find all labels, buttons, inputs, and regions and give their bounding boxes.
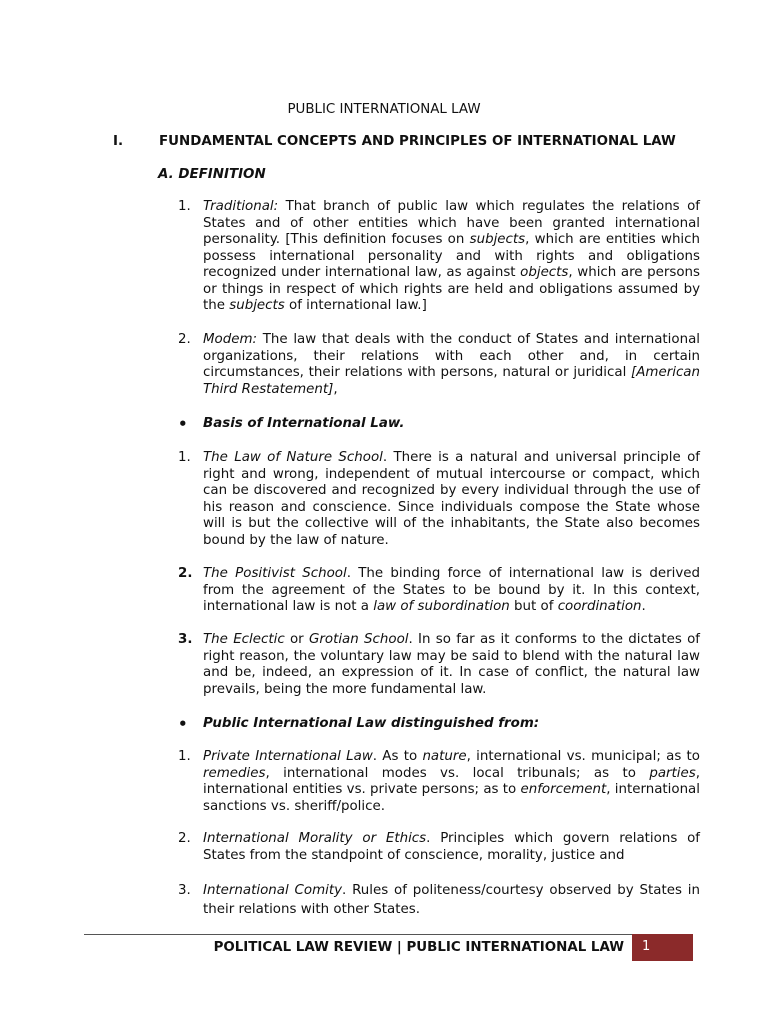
basis-item-3 [178, 632, 700, 698]
footer-title: POLITICAL LAW REVIEW | PUBLIC INTERNATIONAL LAW [213, 940, 624, 955]
distinguished-text: Private International Law. As to nature, international vs. municipal; as to remedies, international modes vs. local tribunals; as to parties, international entities vs. private persons; as to enforcement, international sanctions vs. sheriff/police. [203, 749, 701, 814]
distinguished-item-1 [178, 749, 700, 815]
list-number: 2. [178, 831, 191, 846]
definition-text: Traditional: That branch of public law which regulates the relations of States and of other entities which have been granted international personality. [This definition focuses on subjects, which are entities which possess international personality and with rights and obligations recognized under international law, as against objects, which are persons or things in respect of which rights are held and obligations assumed by the subjects of international law.] [203, 199, 700, 313]
distinguished-item-2 [178, 831, 700, 864]
distinguished-text: International Morality or Ethics. Principles which govern relations of States from the standpoint of conscience, morality, justice and [203, 831, 701, 863]
distinguished-item-3 [178, 881, 700, 919]
distinguished-text: International Comity. Rules of politeness/courtesy observed by States in their relations with other States. [203, 883, 700, 917]
list-number: 1. [178, 450, 191, 465]
list-number: 1. [178, 199, 191, 214]
basis-heading-text: Basis of International Law. [203, 416, 405, 431]
footer-divider [84, 934, 632, 935]
basis-text: The Eclectic or Grotian School. In so far as it conforms to the dictates of right reason, the voluntary law may be said to blend with the natural law and be, indeed, an expression of it. In case of conflict, the natural law prevails, being the more fundamental law. [203, 632, 701, 697]
basis-item-2 [178, 566, 700, 616]
bullet-icon: • [178, 415, 188, 433]
distinguished-heading-text: Public International Law distinguished from: [203, 716, 540, 731]
section-heading [113, 133, 713, 151]
list-number: 2. [178, 566, 193, 581]
list-number: 3. [178, 632, 193, 647]
basis-text: The Positivist School. The binding force of international law is derived from the agreement of the States to be bound by it. In this context, international law is not a law of subordination but of coordination. [203, 566, 700, 614]
sub-heading-definition: A. DEFINITION [158, 167, 266, 182]
page-number-box [632, 934, 693, 961]
definition-item-1 [178, 199, 700, 315]
page-title: PUBLIC INTERNATIONAL LAW [287, 102, 481, 117]
bullet-icon: • [178, 715, 188, 733]
basis-heading [178, 415, 700, 433]
definition-item-2 [178, 332, 700, 398]
list-number: 3. [178, 883, 191, 898]
basis-item-1 [178, 450, 700, 549]
page-number: 1 [642, 939, 651, 954]
definition-text: Modem: The law that deals with the conduct of States and international organizations, their relations with each other and, in certain circumstances, their relations with persons, natural or juridical [American Third Restatement], [203, 332, 700, 397]
section-numeral: I. [113, 134, 124, 149]
list-number: 2. [178, 332, 191, 347]
list-number: 1. [178, 749, 191, 764]
basis-text: The Law of Nature School. There is a natural and universal principle of right and wrong, independent of mutual intercourse or compact, which can be discovered and recognized by every individual through the use of his reason and conscience. Since individuals compose the State whose will is but the collective will of the inhabitants, the State also becomes bound by the law of nature. [203, 450, 700, 548]
distinguished-heading [178, 715, 700, 733]
section-heading-text: FUNDAMENTAL CONCEPTS AND PRINCIPLES OF INTERNATIONAL LAW [159, 134, 676, 149]
